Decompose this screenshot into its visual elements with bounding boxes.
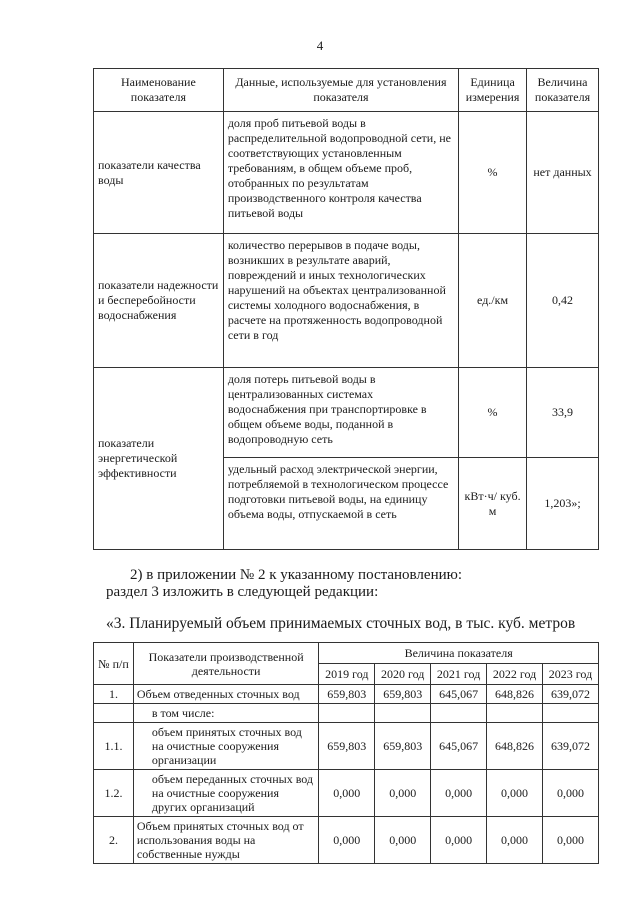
row-value: 0,000 — [543, 770, 599, 817]
paragraph-section: раздел 3 изложить в следующей редакции: — [106, 584, 379, 600]
row-value: 659,803 — [319, 723, 375, 770]
table-header-row — [94, 69, 599, 112]
table-row — [94, 685, 599, 704]
indicator-desc: доля потерь питьевой воды в централизованных системах водоснабжения при транспортировке в общем объеме воды, поданной в водопроводную сеть — [223, 368, 458, 458]
row-value: 0,000 — [319, 817, 375, 864]
table-row — [94, 234, 599, 368]
row-number: 1. — [94, 685, 134, 704]
wastewater-table — [93, 642, 599, 864]
table-row — [94, 112, 599, 234]
table-row — [94, 770, 599, 817]
row-value: 639,072 — [543, 723, 599, 770]
header-year: 2019 год — [319, 664, 375, 685]
row-value: 645,067 — [431, 685, 487, 704]
indicator-desc: удельный расход электрической энергии, потребляемой в технологическом процессе подготовки питьевой воды, на единицу объема воды, отпускаемой в сеть — [223, 458, 458, 550]
row-value: 648,826 — [487, 723, 543, 770]
header-unit: Единица измерения — [459, 69, 527, 112]
row-value: 0,000 — [543, 817, 599, 864]
indicator-unit: % — [459, 112, 527, 234]
row-name: Объем принятых сточных вод от использования воды на собственные нужды — [133, 817, 318, 864]
indicator-name: показатели энергетической эффективности — [94, 368, 224, 550]
indicators-table — [93, 68, 599, 550]
table-header-row — [94, 643, 599, 664]
row-value: 659,803 — [375, 723, 431, 770]
header-value: Величина показателя — [527, 69, 599, 112]
header-number: № п/п — [94, 643, 134, 685]
indicator-value: нет данных — [527, 112, 599, 234]
row-value: 0,000 — [431, 770, 487, 817]
indicator-desc: доля проб питьевой воды в распределительной водопроводной сети, не соответствующих установленным требованиям, в общем объеме проб, отобранных по результатам производственного контроля качества питьевой воды — [223, 112, 458, 234]
row-value: 659,803 — [319, 685, 375, 704]
row-number — [94, 704, 134, 723]
row-value: 0,000 — [375, 770, 431, 817]
row-value: 648,826 — [487, 685, 543, 704]
row-name: объем принятых сточных вод на очистные сооружения организации — [133, 723, 318, 770]
section-title: «3. Планируемый объем принимаемых сточных вод, в тыс. куб. метров — [106, 615, 576, 632]
header-year: 2022 год — [487, 664, 543, 685]
row-value: 0,000 — [431, 817, 487, 864]
row-value: 0,000 — [487, 770, 543, 817]
row-name: Объем отведенных сточных вод — [133, 685, 318, 704]
table-row — [94, 368, 599, 458]
row-value: 645,067 — [431, 723, 487, 770]
row-value — [431, 704, 487, 723]
header-indicator-name: Наименование показателя — [94, 69, 224, 112]
row-value: 0,000 — [319, 770, 375, 817]
indicator-name: показатели качества воды — [94, 112, 224, 234]
indicator-value: 1,203»; — [527, 458, 599, 550]
row-value: 659,803 — [375, 685, 431, 704]
indicator-unit: % — [459, 368, 527, 458]
header-data-used: Данные, используемые для установления показателя — [223, 69, 458, 112]
indicator-unit: кВт·ч/ куб. м — [459, 458, 527, 550]
row-number: 2. — [94, 817, 134, 864]
indicator-value: 33,9 — [527, 368, 599, 458]
row-value: 0,000 — [487, 817, 543, 864]
table-row — [94, 817, 599, 864]
row-value — [487, 704, 543, 723]
table-row — [94, 723, 599, 770]
row-value: 0,000 — [375, 817, 431, 864]
row-number: 1.2. — [94, 770, 134, 817]
indicator-value: 0,42 — [527, 234, 599, 368]
row-value — [375, 704, 431, 723]
header-year: 2021 год — [431, 664, 487, 685]
row-value — [319, 704, 375, 723]
indicator-name: показатели надежности и бесперебойности водоснабжения — [94, 234, 224, 368]
row-name: объем переданных сточных вод на очистные сооружения других организаций — [133, 770, 318, 817]
row-value — [543, 704, 599, 723]
row-value: 639,072 — [543, 685, 599, 704]
header-indicators: Показатели производственной деятельности — [133, 643, 318, 685]
table-row — [94, 704, 599, 723]
header-year: 2023 год — [543, 664, 599, 685]
row-name: в том числе: — [133, 704, 318, 723]
row-number: 1.1. — [94, 723, 134, 770]
indicator-desc: количество перерывов в подаче воды, возникших в результате аварий, повреждений и иных технологических нарушений на объектах централизованной системы холодного водоснабжения, в расчете на протяженность водопроводной сети в год — [223, 234, 458, 368]
page-number: 4 — [316, 38, 324, 53]
paragraph-appendix: 2) в приложении № 2 к указанному постановлению: — [130, 567, 462, 583]
indicator-unit: ед./км — [459, 234, 527, 368]
header-value-group: Величина показателя — [319, 643, 599, 664]
header-year: 2020 год — [375, 664, 431, 685]
